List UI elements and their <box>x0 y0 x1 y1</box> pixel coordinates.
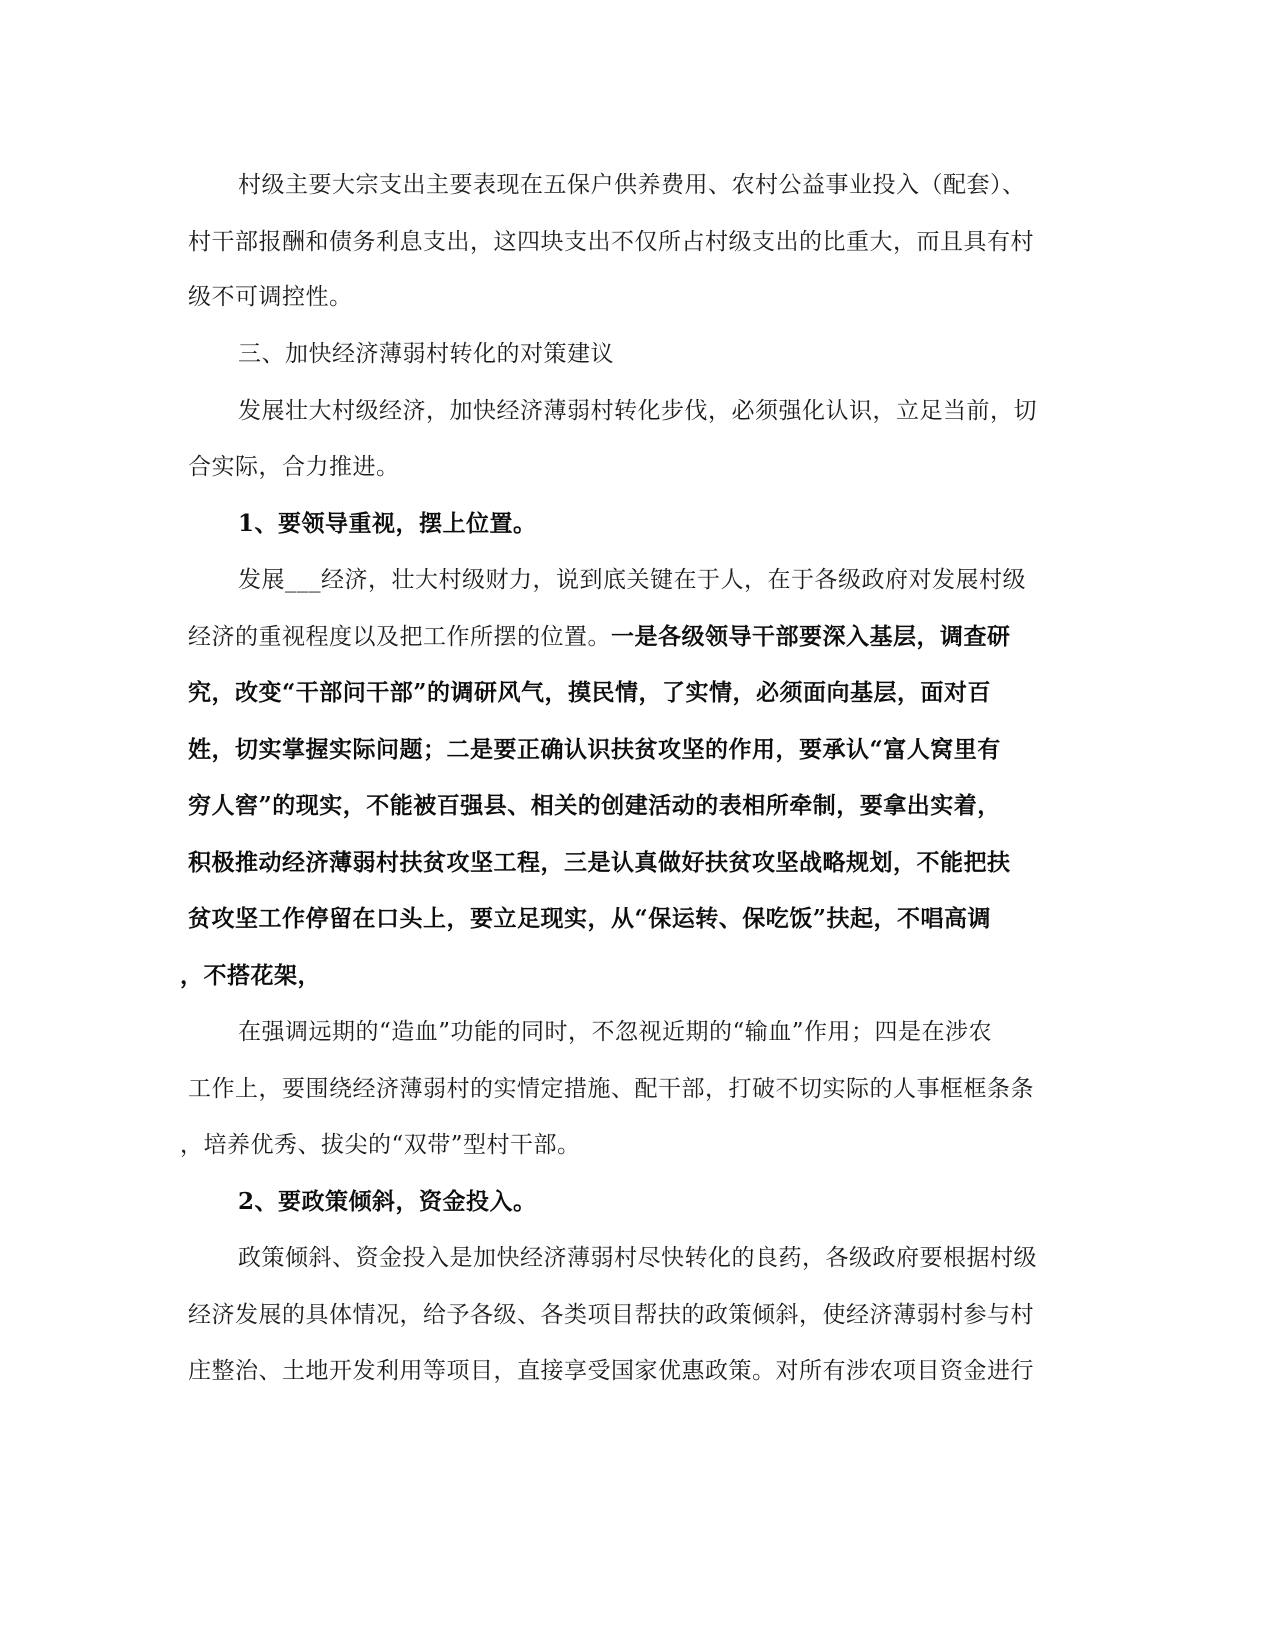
paragraph-line: ，不搭花架， <box>180 962 321 989</box>
subsection-heading: 1、要领导重视，摆上位置。 <box>238 510 537 537</box>
paragraph-line: 村级主要大宗支出主要表现在五保户供养费用、农村公益事业投入（配套）、 <box>238 172 1026 198</box>
paragraph-line: 在强调远期的“造血”功能的同时，不忽视近期的“输血”作用；四是在涉农 <box>238 1019 993 1045</box>
paragraph-line <box>188 622 1088 652</box>
paragraph-line: 穷人窖”的现实，不能被百强县、相关的创建活动的表相所牵制，要拿出实着， <box>188 792 1001 819</box>
paragraph-line: 姓，切实掌握实际问题；二是要正确认识扶贫攻坚的作用，要承认“富人窝里有 <box>188 736 1001 763</box>
paragraph-line: ，培养优秀、拔尖的“双带”型村干部。 <box>180 1132 581 1158</box>
paragraph-line: 积极推动经济薄弱村扶贫攻坚工程，三是认真做好扶贫攻坚战略规划，不能把扶 <box>188 849 1011 876</box>
paragraph-text: 经济的重视程度以及把工作所摆的位置。 <box>188 624 611 650</box>
paragraph-line: 发展壮大村级经济，加快经济薄弱村转化步伐，必须强化认识，立足当前，切 <box>238 398 1037 424</box>
paragraph-line: 村干部报酬和债务利息支出，这四块支出不仅所占村级支出的比重大，而且具有村 <box>188 229 1034 255</box>
paragraph-bold-text: 一是各级领导干部要深入基层，调查研 <box>611 623 1011 650</box>
paragraph-line: 级不可调控性。 <box>188 284 353 310</box>
subsection-heading: 2、要政策倾斜，资金投入。 <box>238 1188 537 1215</box>
paragraph-line: 贫攻坚工作停留在口头上，要立足现实，从“保运转、保吃饭”扶起，不唱高调 <box>188 905 991 932</box>
paragraph-line: 究，改变“干部问干部”的调研风气，摸民情，了实情，必须面向基层，面对百 <box>188 679 991 706</box>
paragraph-line: 工作上，要围绕经济薄弱村的实情定措施、配干部，打破不切实际的人事框框条条 <box>188 1076 1034 1102</box>
paragraph-line: 庄整治、土地开发利用等项目，直接享受国家优惠政策。对所有涉农项目资金进行 <box>188 1358 1034 1384</box>
paragraph-line: 经济发展的具体情况，给予各级、各类项目帮扶的政策倾斜，使经济薄弱村参与村 <box>188 1302 1034 1328</box>
paragraph-line: 发展___经济，壮大村级财力，说到底关键在于人，在于各级政府对发展村级 <box>238 567 1026 593</box>
paragraph-line: 合实际，合力推进。 <box>188 454 400 480</box>
section-heading: 三、加快经济薄弱村转化的对策建议 <box>238 341 614 367</box>
paragraph-line: 政策倾斜、资金投入是加快经济薄弱村尽快转化的良药，各级政府要根据村级 <box>238 1245 1037 1271</box>
